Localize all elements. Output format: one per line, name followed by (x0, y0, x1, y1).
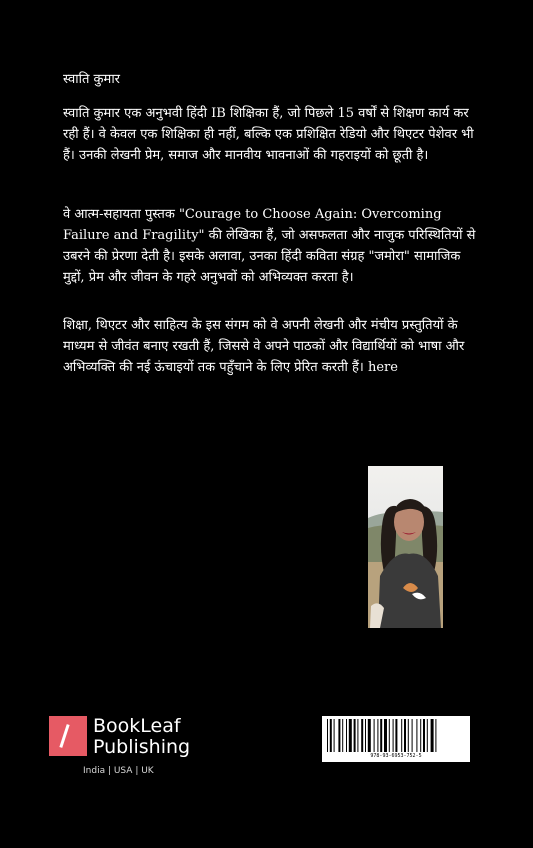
isbn-barcode (322, 716, 470, 762)
publisher-regions: India | USA | UK (83, 766, 154, 776)
bio-paragraph-1: स्वाति कुमार एक अनुभवी हिंदी IB शिक्षिका हैं, जो पिछले 15 वर्षों से शिक्षण कार्य कर रही हैं। वे केवल एक शिक्षिका ही नहीं, बल्कि एक प्रशिक्षित रेडियो और थिएटर पेशेवर भी हैं। उनकी लेखनी प्रेम, समाज और मानवीय भावनाओं की गहराइयों को छूती है। (63, 106, 474, 163)
publisher-logo-mark (49, 716, 87, 756)
barcode-bars (327, 719, 465, 752)
isbn-number: 978-93-6953-752-5 (370, 753, 422, 759)
author-photo (368, 466, 443, 628)
publisher-name-line1: BookLeaf (93, 715, 181, 737)
author-name: स्वाति कुमार (63, 72, 121, 87)
publisher-name-line2: Publishing (93, 736, 191, 758)
bio-paragraph-2: वे आत्म-सहायता पुस्तक "Courage to Choose Again: Overcoming Failure and Fragility" की लेखिका हैं, जो असफलता और नाजुक परिस्थितियों से उबरने की प्रेरणा देती है। इसके अलावा, उनका हिंदी कविता संग्रह "जमोरा" सामाजिक मुद्दों, प्रेम और जीवन के गहरे अनुभवों को अभिव्यक्त करता है। (63, 207, 476, 285)
bio-paragraph-3: शिक्षा, थिएटर और साहित्य के इस संगम को वे अपनी लेखनी और मंचीय प्रस्तुतियों के माध्यम से जीवंत बनाए रखती हैं, जिससे वे अपने पाठकों और विद्यार्थियों को भाषा और अभिव्यक्ति की नई ऊंचाइयों तक पहुँचाने के लिए प्रेरित करती हैं। here (63, 318, 465, 375)
